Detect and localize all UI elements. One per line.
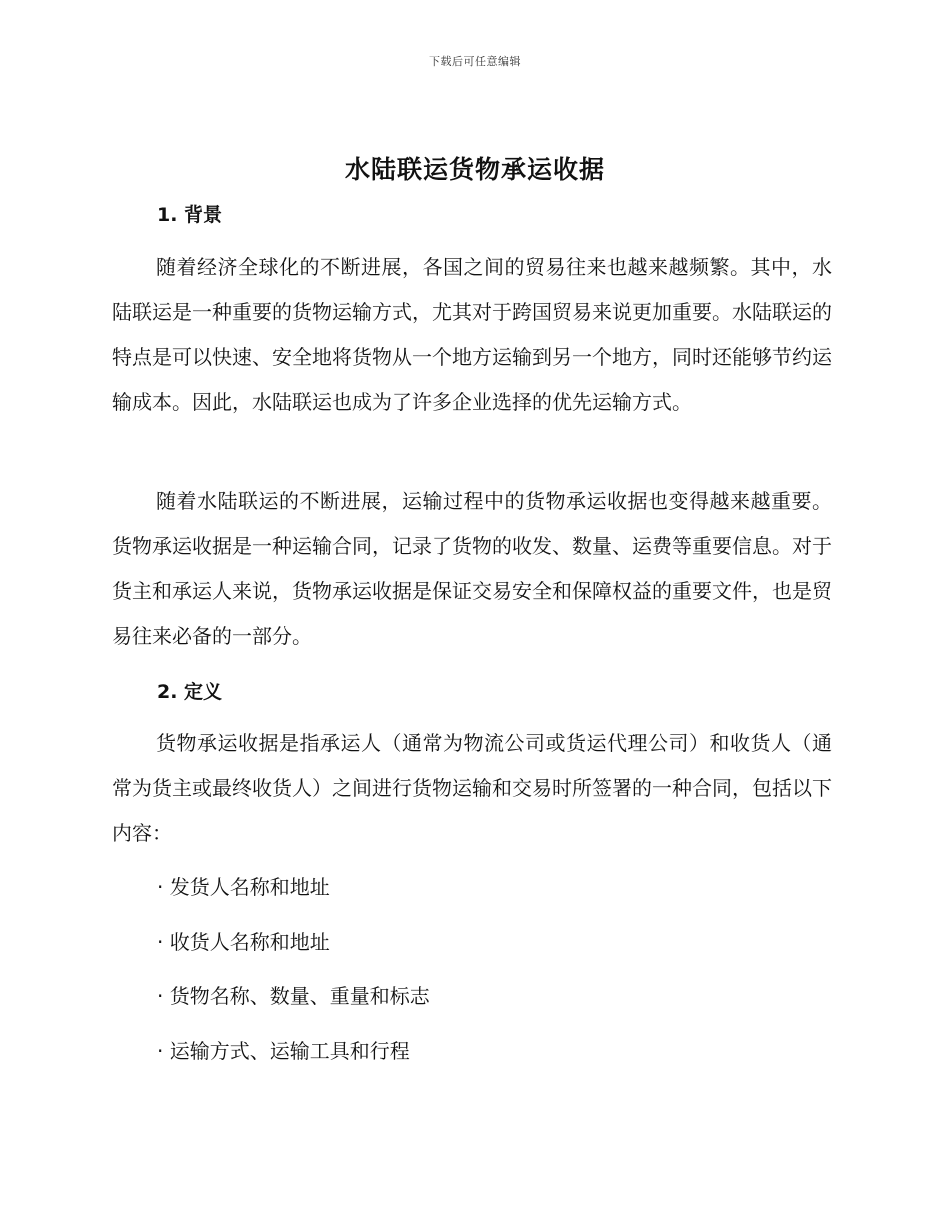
paragraph: 随着经济全球化的不断进展，各国之间的贸易往来也越来越频繁。其中，水陆联运是一种重要的货物运输方式，尤其对于跨国贸易来说更加重要。水陆联运的特点是可以快速、安全地将货物从一个地方运输到另一个地方，同时还能够节约运输成本。因此，水陆联运也成为了许多企业选择的优先运输方式。: [112, 255, 832, 414]
section-heading-background: 1. 背景: [157, 204, 223, 226]
list-item: · 运输方式、运输工具和行程: [157, 1039, 410, 1063]
list-item: · 货物名称、数量、重量和标志: [157, 984, 430, 1008]
document-title: 水陆联运货物承运收据: [344, 155, 605, 184]
header-note: 下载后可任意编辑: [429, 55, 521, 68]
list-item: · 收货人名称和地址: [157, 930, 330, 954]
list-item: · 发货人名称和地址: [157, 875, 330, 899]
paragraph: 随着水陆联运的不断进展，运输过程中的货物承运收据也变得越来越重要。货物承运收据是一种运输合同，记录了货物的收发、数量、运费等重要信息。对于货主和承运人来说，货物承运收据是保证交易安全和保障权益的重要文件，也是贸易往来必备的一部分。: [112, 489, 832, 648]
section-heading-definition: 2. 定义: [157, 681, 223, 703]
paragraph: 货物承运收据是指承运人（通常为物流公司或货运代理公司）和收货人（通常为货主或最终收货人）之间进行货物运输和交易时所签署的一种合同，包括以下内容：: [112, 731, 832, 845]
